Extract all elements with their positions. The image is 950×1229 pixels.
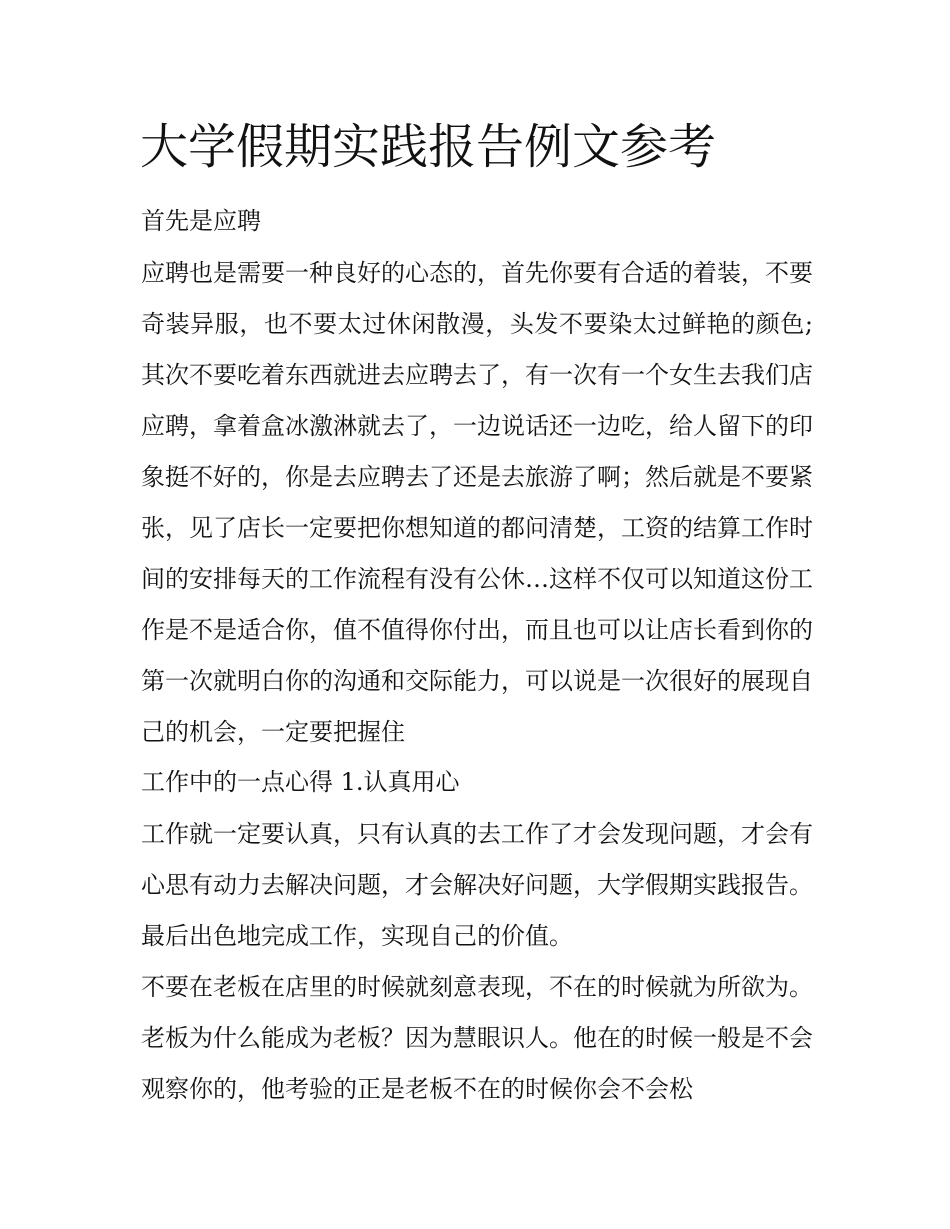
document-title: 大学假期实践报告例文参考	[140, 119, 717, 175]
section-heading-work-insights: 工作中的一点心得 1.认真用心	[141, 768, 460, 796]
paragraph-application-advice: 应聘也是需要一种良好的心态的，首先你要有合适的着装，不要奇装异服，也不要太过休闲散漫，头发不要染太过鲜艳的颜色;其次不要吃着东西就进去应聘去了，有一次有一个女生去我们店应聘，拿着盒冰激淋就去了，一边说话还一边吃，给人留下的印象挺不好的，你是去应聘去了还是去旅游了啊；然后就是不要紧张，见了店长一定要把你想知道的都问清楚，工资的结算工作时间的安排每天的工作流程有没有公休…这样不仅可以知道这份工作是不是适合你，值不值得你付出，而且也可以让店长看到你的第一次就明白你的沟通和交际能力，可以说是一次很好的展现自己的机会，一定要把握住	[141, 259, 813, 746]
paragraph-be-serious: 工作就一定要认真，只有认真的去工作了才会发现问题，才会有心思有动力去解决问题，才会解决好问题，大学假期实践报告。最后出色地完成工作，实现自己的价值。	[141, 820, 813, 950]
paragraph-boss-absent: 不要在老板在店里的时候就刻意表现，不在的时候就为所欲为。老板为什么能成为老板？因为慧眼识人。他在的时候一般是不会观察你的，他考验的正是老板不在的时候你会不会松	[141, 973, 813, 1103]
section-heading-application: 首先是应聘	[141, 207, 261, 235]
document-body	[141, 197, 813, 1115]
